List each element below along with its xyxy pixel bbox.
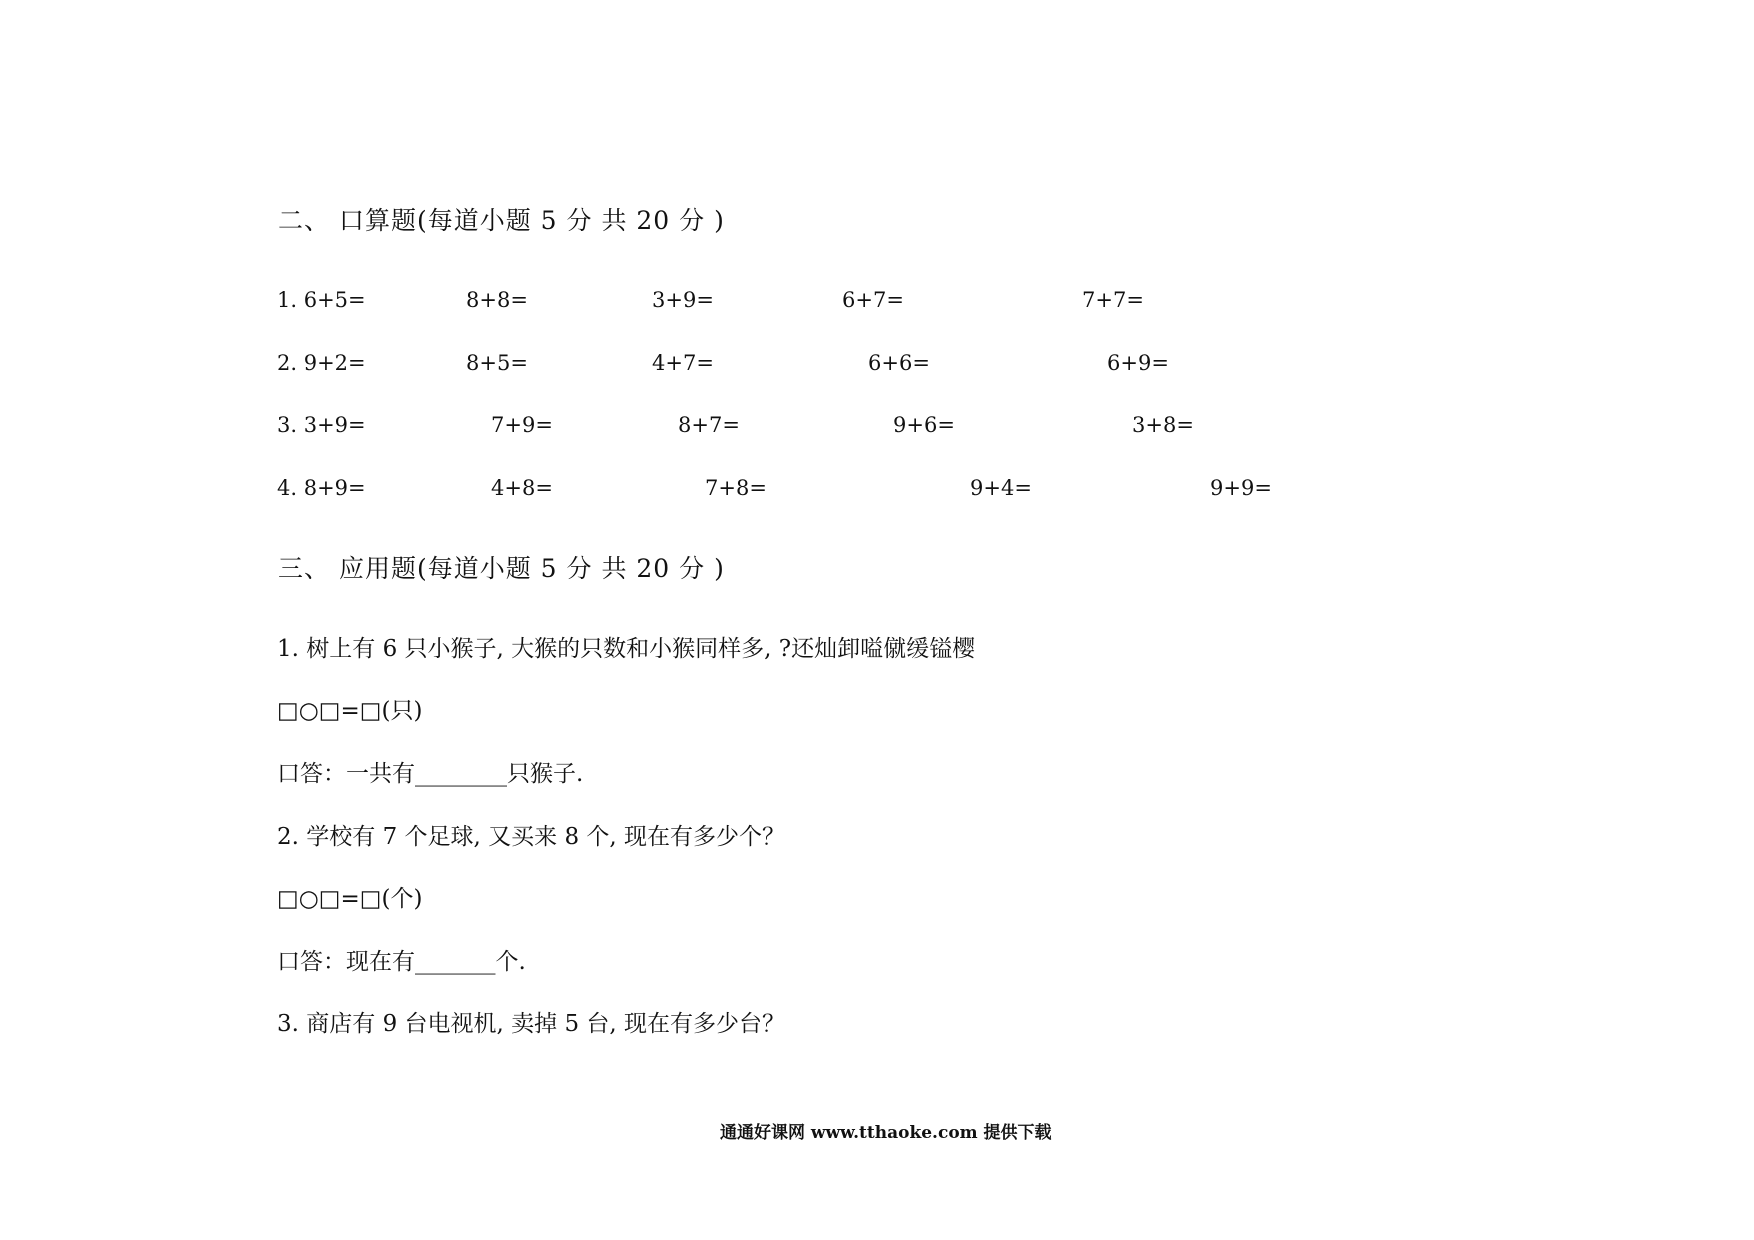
problem-4-2: 4+8=	[491, 476, 553, 500]
question-1-equation: □○□=□(只)	[277, 698, 423, 724]
question-3-text: 3. 商店有 9 台电视机, 卖掉 5 台, 现在有多少台？	[277, 1011, 786, 1037]
problem-3-2: 7+9=	[491, 413, 553, 437]
problem-3-1: 3. 3+9=	[277, 413, 366, 437]
page-footer: 通通好课网 www.tthaoke.com 提供下载	[720, 1123, 1052, 1143]
problem-1-4: 6+7=	[842, 288, 904, 312]
question-1-answer: 口答：一共有________只猴子.	[277, 761, 584, 787]
problem-2-1: 2. 9+2=	[277, 351, 366, 375]
problem-1-5: 7+7=	[1082, 288, 1144, 312]
question-1-text: 1. 树上有 6 只小猴子, 大猴的只数和小猴同样多, ?还灿卸嗌僦缓镒樱	[277, 636, 976, 662]
problem-2-4: 6+6=	[868, 351, 930, 375]
problem-2-5: 6+9=	[1107, 351, 1169, 375]
question-2-answer: 口答：现在有_______个.	[277, 949, 526, 975]
problem-4-4: 9+4=	[970, 476, 1032, 500]
question-2-equation: □○□=□(个)	[277, 886, 423, 912]
problem-2-3: 4+7=	[652, 351, 714, 375]
problem-4-3: 7+8=	[705, 476, 767, 500]
question-2-text: 2. 学校有 7 个足球, 又买来 8 个, 现在有多少个？	[277, 824, 786, 850]
problem-1-3: 3+9=	[652, 288, 714, 312]
problem-3-5: 3+8=	[1132, 413, 1194, 437]
section-2-title: 二、 口算题(每道小题 5 分 共 20 分 )	[278, 206, 725, 235]
problem-3-4: 9+6=	[893, 413, 955, 437]
problem-1-1: 1. 6+5=	[277, 288, 366, 312]
problem-3-3: 8+7=	[678, 413, 740, 437]
problem-1-2: 8+8=	[466, 288, 528, 312]
section-3-title: 三、 应用题(每道小题 5 分 共 20 分 )	[278, 554, 725, 583]
problem-4-1: 4. 8+9=	[277, 476, 366, 500]
problem-2-2: 8+5=	[466, 351, 528, 375]
problem-4-5: 9+9=	[1210, 476, 1272, 500]
